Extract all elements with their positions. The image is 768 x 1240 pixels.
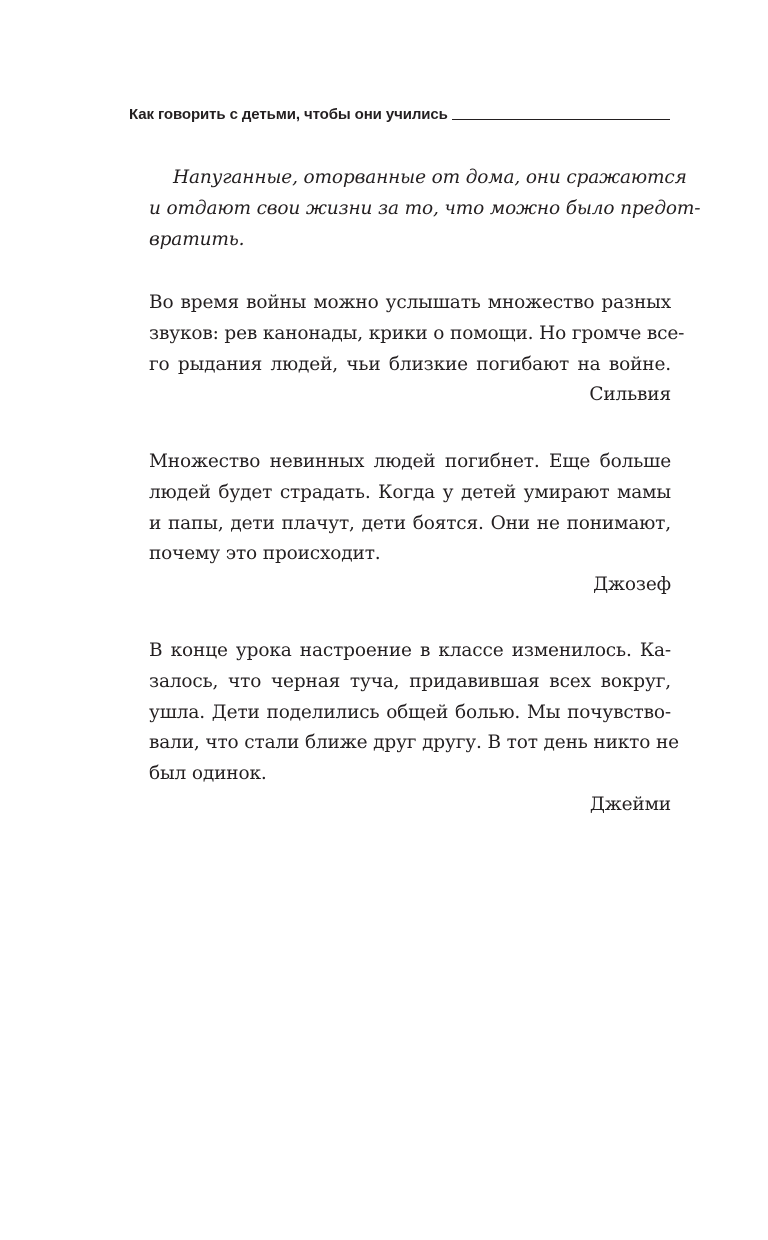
quote-author: Джейми bbox=[589, 793, 671, 815]
text-line: людей будет страдать. Когда у детей умирают мамы bbox=[149, 481, 671, 503]
text-line: почему это происходит. bbox=[149, 543, 381, 565]
running-head bbox=[129, 101, 670, 125]
header-rule bbox=[452, 119, 670, 120]
intro-paragraph bbox=[149, 163, 701, 255]
quote-author: Джозеф bbox=[593, 574, 671, 596]
text-line: Множество невинных людей погибнет. Еще больше bbox=[149, 451, 671, 472]
text-line: звуков: рев канонады, крики о помощи. Но громче все- bbox=[149, 322, 685, 344]
quote-joseph bbox=[149, 447, 671, 601]
text-line: Во время войны можно услышать множество разных bbox=[149, 292, 671, 313]
text-line: вратить. bbox=[149, 228, 245, 250]
quote-author: Сильвия bbox=[589, 384, 671, 406]
text-line: и отдают свои жизни за то, что можно было предот- bbox=[149, 197, 701, 219]
text-line: ушла. Дети поделились общей болью. Мы почувство- bbox=[149, 701, 671, 723]
text-line: вали, что стали ближе друг другу. В тот день никто не bbox=[149, 732, 679, 754]
text-line: В конце урока настроение в классе изменилось. Ка- bbox=[149, 640, 671, 661]
quote-sylvia bbox=[149, 288, 685, 411]
text-line: и папы, дети плачут, дети боятся. Они не понимают, bbox=[149, 512, 671, 534]
book-title: Как говорить с детьми, чтобы они учились bbox=[129, 106, 448, 123]
text-line: Напуганные, оторванные от дома, они сражаются bbox=[173, 167, 687, 188]
text-line: был одинок. bbox=[149, 763, 267, 785]
quote-jamie bbox=[149, 636, 679, 821]
text-line: залось, что черная туча, придавившая всех вокруг, bbox=[149, 670, 671, 692]
text-line: го рыдания людей, чьи близкие погибают на войне. bbox=[149, 353, 671, 375]
